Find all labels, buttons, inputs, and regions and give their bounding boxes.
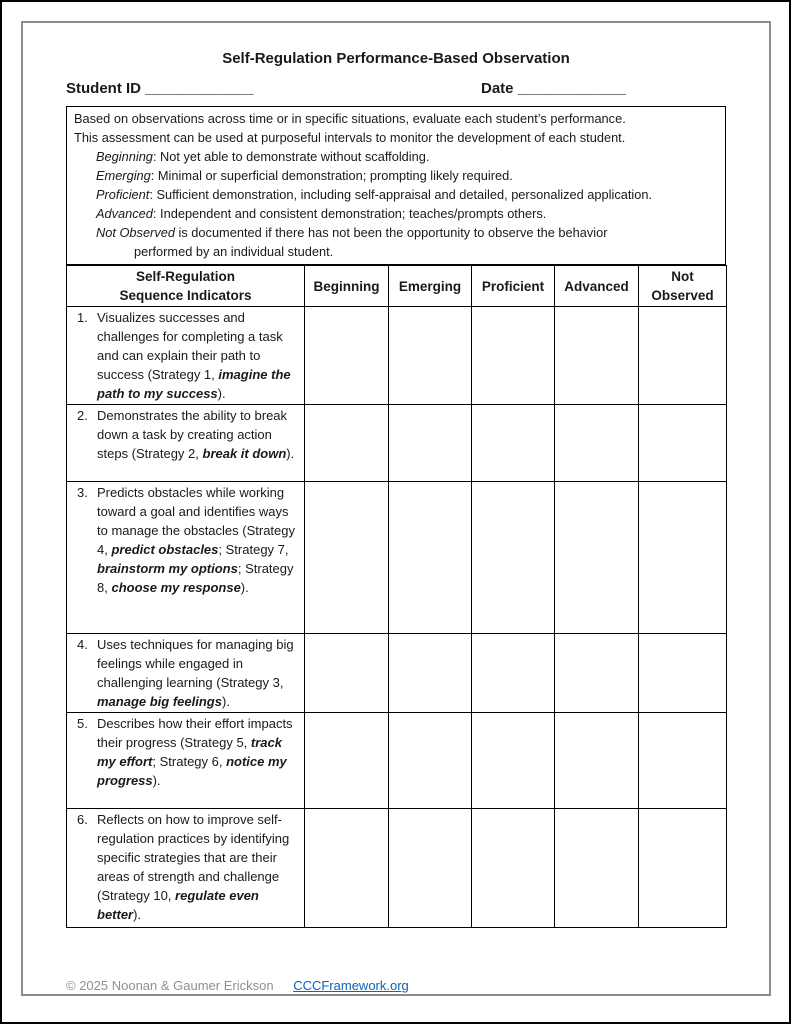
rating-cell-not-observed [639, 405, 727, 482]
rating-cell-beginning [305, 307, 389, 405]
student-id-blank: _____________ [145, 80, 254, 97]
indicator-row [67, 405, 727, 482]
rating-cell-proficient [472, 809, 555, 928]
row-number: 3. [77, 485, 88, 500]
date-blank: _____________ [517, 80, 627, 97]
level-definition-line [74, 223, 718, 242]
rating-cell-advanced [555, 307, 639, 405]
rating-cell-advanced [555, 809, 639, 928]
row-number: 4. [77, 637, 88, 652]
rating-cell-emerging [389, 405, 472, 482]
rating-cell-proficient [472, 634, 555, 713]
row-number: 5. [77, 716, 88, 731]
indicator-text-cell [67, 482, 305, 634]
indicator-row [67, 713, 727, 809]
rating-cell-proficient [472, 307, 555, 405]
rating-cell-beginning [305, 809, 389, 928]
column-header-advanced: Advanced [555, 266, 639, 307]
level-description: : Sufficient demonstration, including self-appraisal and detailed, personalized application. [149, 187, 653, 202]
rating-cell-emerging [389, 809, 472, 928]
rating-cell-advanced [555, 713, 639, 809]
rating-cell-advanced [555, 405, 639, 482]
indicator-row [67, 307, 727, 405]
indicator-header-line2: Sequence Indicators [119, 288, 252, 303]
rating-cell-beginning [305, 482, 389, 634]
student-id-label: Student ID [66, 80, 141, 97]
indicator-text: Visualizes successes and challenges for completing a task and can explain their path to success (Strategy 1, imagine the path to my success). [97, 310, 291, 401]
indicator-text: Predicts obstacles while working toward a goal and identifies ways to manage the obstacles (Strategy 4, predict obstacles; Strategy 7, brainstorm my options; Strategy 8, choose my response). [97, 485, 296, 595]
indicators-tbody [67, 307, 727, 928]
framework-link[interactable]: CCCFramework.org [293, 978, 409, 993]
indicator-row [67, 809, 727, 928]
rating-cell-beginning [305, 713, 389, 809]
indicator-text-cell [67, 809, 305, 928]
indicator-text: Describes how their effort impacts their progress (Strategy 5, track my effort; Strategy 6, notice my progress). [97, 716, 293, 788]
rating-cell-emerging [389, 307, 472, 405]
indicator-row [67, 634, 727, 713]
level-definition-line [74, 185, 718, 204]
indicator-text-cell [67, 634, 305, 713]
student-id-date-row [66, 80, 726, 100]
rating-cell-proficient [472, 713, 555, 809]
date-field [481, 80, 626, 97]
table-header-row [67, 266, 727, 307]
rating-cell-beginning [305, 405, 389, 482]
copyright-text: © 2025 Noonan & Gaumer Erickson [66, 978, 274, 993]
rating-cell-advanced [555, 634, 639, 713]
page-content [23, 23, 769, 994]
level-definition-line [74, 166, 718, 185]
level-definition-line [74, 147, 718, 166]
instructions-line-2: This assessment can be used at purposeful intervals to monitor the development of each student. [74, 130, 626, 145]
rating-cell-not-observed [639, 713, 727, 809]
rating-cell-emerging [389, 713, 472, 809]
level-term: Emerging [96, 168, 151, 183]
page-frame [21, 21, 771, 996]
level-term: Advanced [96, 206, 153, 221]
column-header-not-observed: Not Observed [639, 266, 727, 307]
rating-cell-beginning [305, 634, 389, 713]
column-header-proficient: Proficient [472, 266, 555, 307]
level-description-continuation: performed by an individual student. [134, 244, 334, 259]
indicators-table [66, 265, 727, 928]
rating-cell-not-observed [639, 634, 727, 713]
row-number: 6. [77, 812, 88, 827]
level-term: Proficient [96, 187, 150, 202]
instructions-box [66, 106, 726, 265]
indicator-text: Reflects on how to improve self-regulation practices by identifying specific strategies that are their areas of strength and challenge (Strategy 10, regulate even better). [97, 812, 290, 922]
rating-cell-not-observed [639, 307, 727, 405]
indicator-text-cell [67, 713, 305, 809]
level-term: Beginning [96, 149, 153, 164]
date-label: Date [481, 80, 514, 97]
page-footer [66, 978, 726, 994]
level-description: : Independent and consistent demonstration; teaches/prompts others. [152, 206, 547, 221]
row-number: 2. [77, 408, 88, 423]
rating-cell-proficient [472, 405, 555, 482]
rating-cell-advanced [555, 482, 639, 634]
level-description: : Minimal or superficial demonstration; prompting likely required. [150, 168, 513, 183]
indicator-text: Uses techniques for managing big feelings while engaged in challenging learning (Strategy 3, manage big feelings). [97, 637, 294, 709]
column-header-emerging: Emerging [389, 266, 472, 307]
rating-cell-proficient [472, 482, 555, 634]
instructions-line-1: Based on observations across time or in specific situations, evaluate each student’s performance. [74, 111, 626, 126]
rating-cell-not-observed [639, 809, 727, 928]
rating-cell-not-observed [639, 482, 727, 634]
levels-list [74, 147, 718, 261]
rating-cell-emerging [389, 482, 472, 634]
indicator-row [67, 482, 727, 634]
level-description: : Not yet able to demonstrate without scaffolding. [152, 149, 430, 164]
indicator-header-line1: Self-Regulation [135, 269, 235, 284]
level-term: Not Observed [96, 225, 175, 240]
column-header-indicators [67, 266, 305, 307]
level-description: is documented if there has not been the opportunity to observe the behavior [174, 225, 608, 240]
indicator-text-cell [67, 307, 305, 405]
indicator-text: Demonstrates the ability to break down a task by creating action steps (Strategy 2, break it down). [97, 408, 295, 461]
row-number: 1. [77, 310, 88, 325]
page-title: Self-Regulation Performance-Based Observation [222, 50, 570, 67]
rating-cell-emerging [389, 634, 472, 713]
level-definition-line [74, 204, 718, 223]
indicator-text-cell [67, 405, 305, 482]
column-header-beginning: Beginning [305, 266, 389, 307]
